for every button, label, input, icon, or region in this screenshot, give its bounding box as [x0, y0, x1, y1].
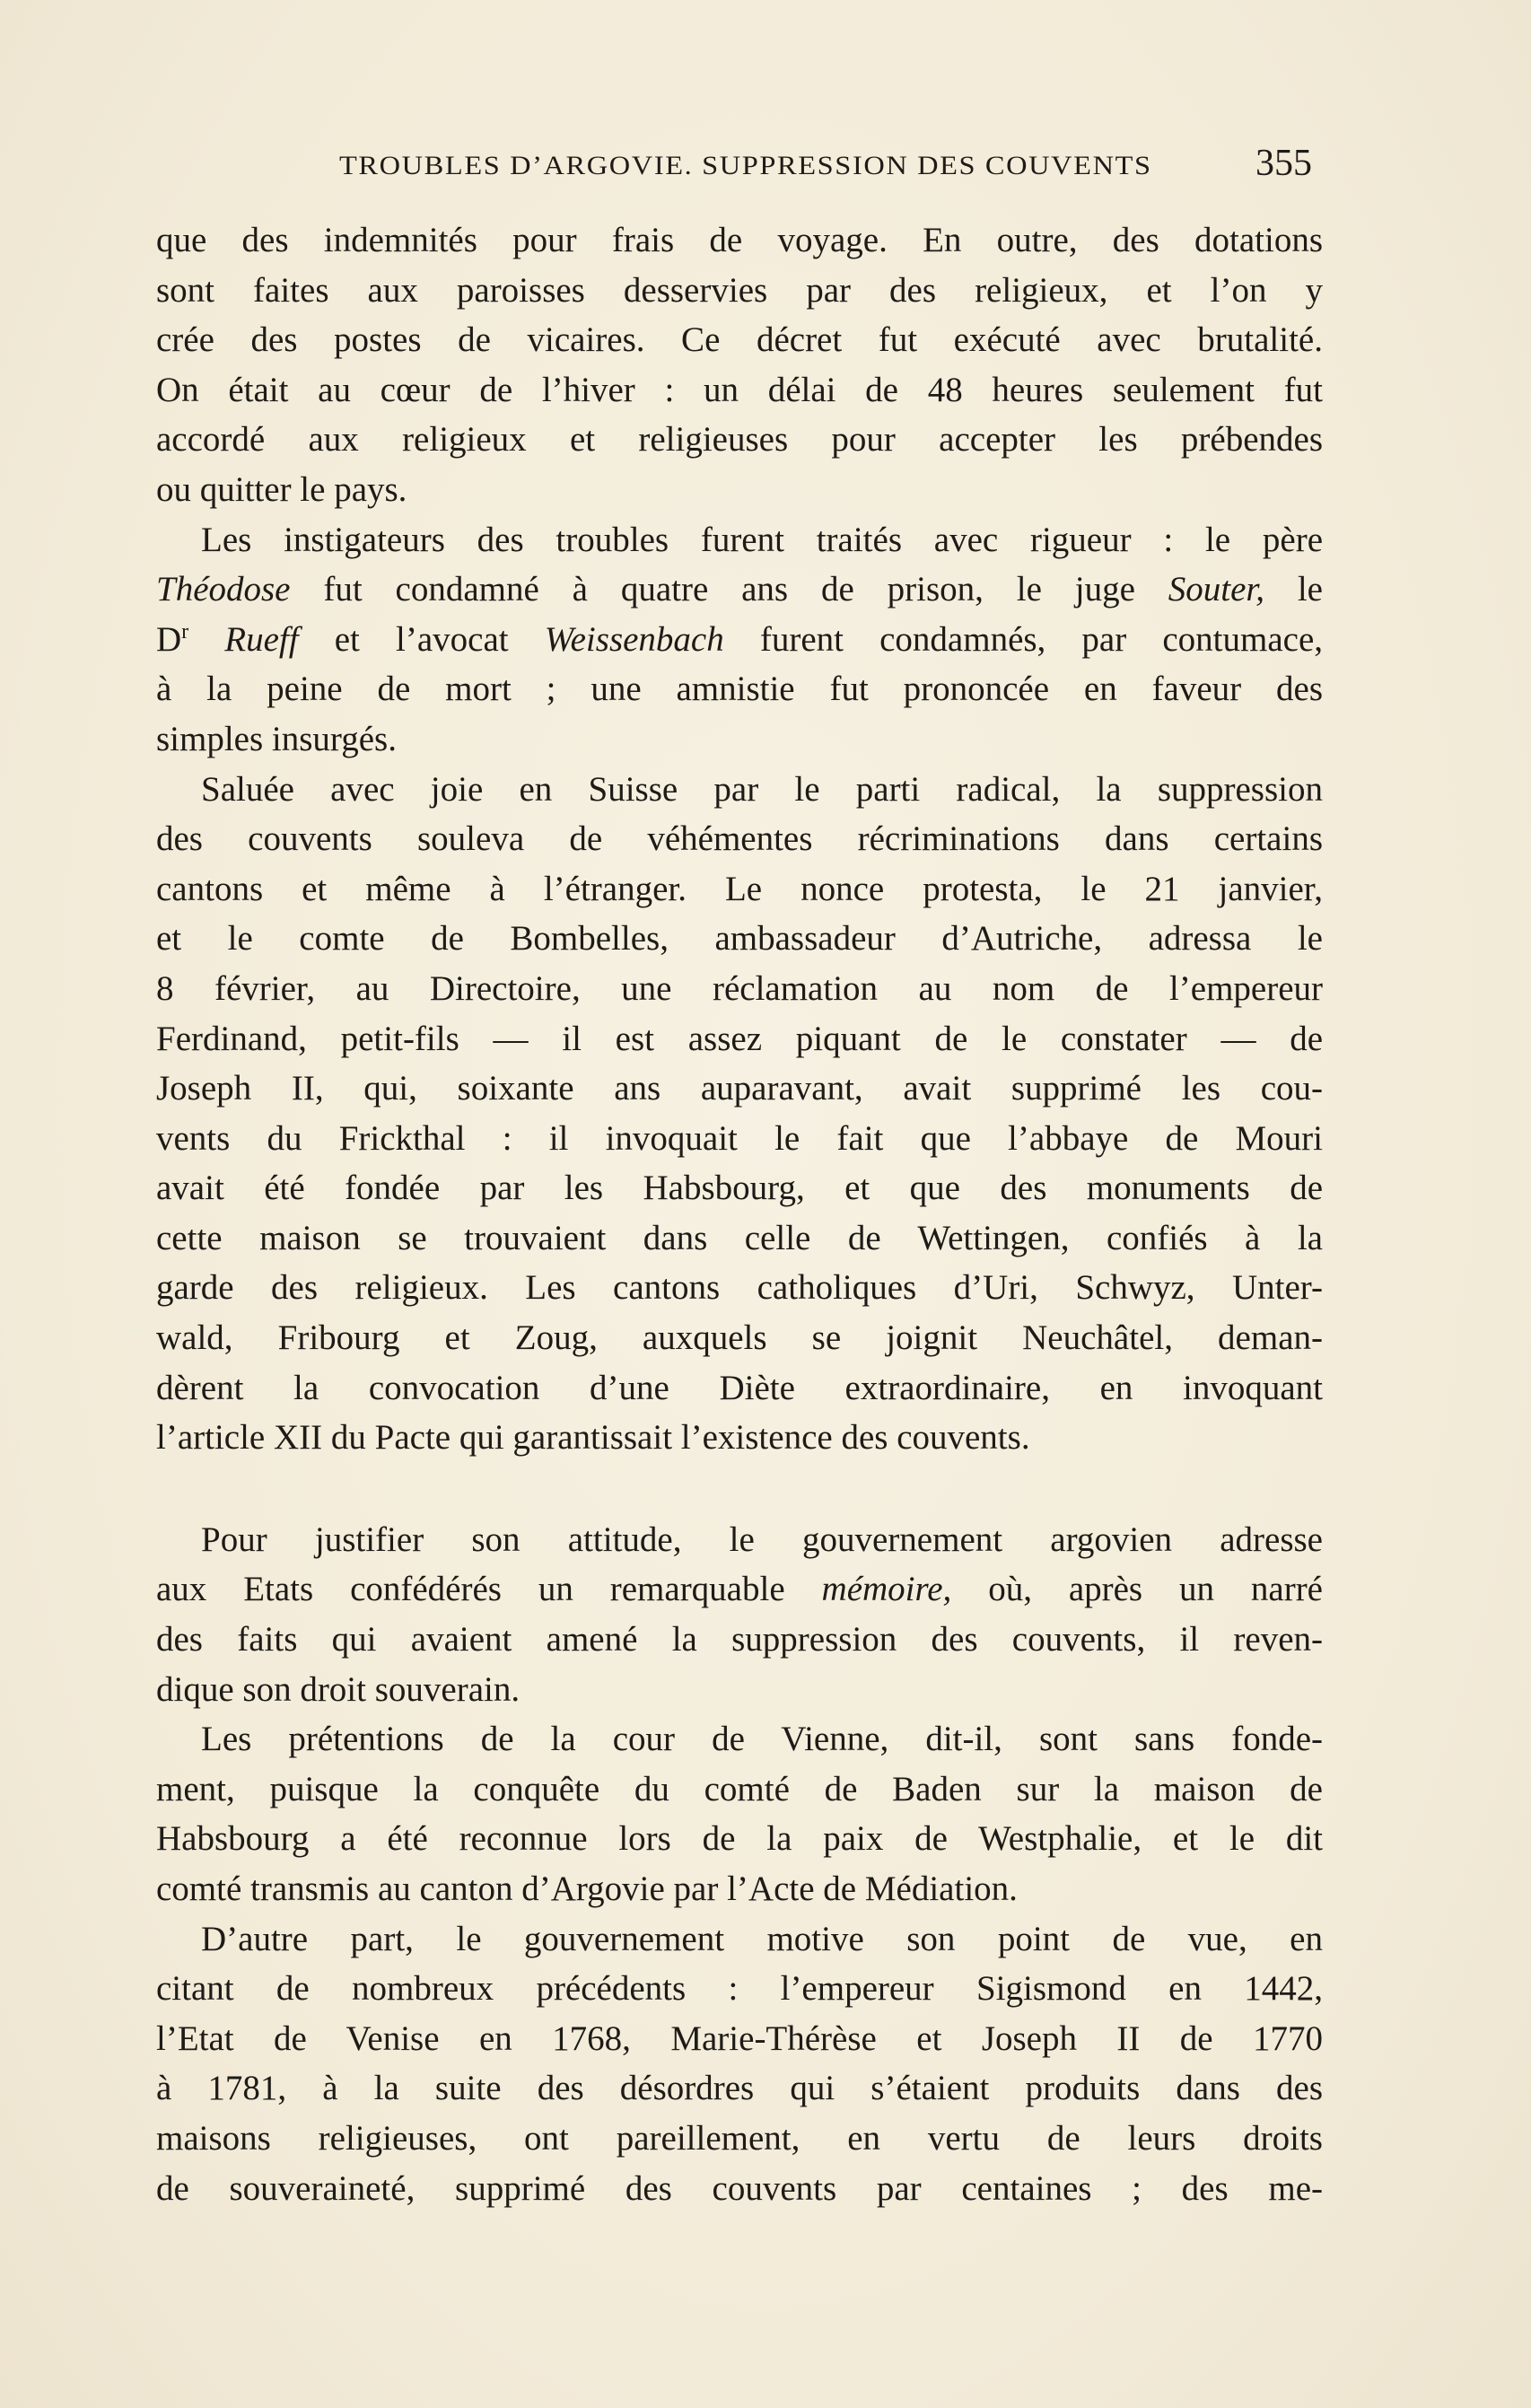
text-line: avait été fondée par les Habsbourg, et que des monuments de: [156, 1169, 1323, 1208]
paragraph: [156, 1714, 1323, 1913]
body-text: [156, 215, 1323, 2213]
text-line: sont faites aux paroisses desservies par des religieux, et l’on y: [156, 270, 1323, 310]
superscript: r: [181, 619, 189, 644]
text-line: à 1781, à la suite des désordres qui s’étaient produits dans des: [156, 2069, 1323, 2108]
text-line: Joseph II, qui, soixante ans auparavant, avait supprimé les cou-: [156, 1069, 1323, 1108]
paragraph: [156, 1515, 1323, 1714]
italic-name: Weissenbach: [544, 619, 724, 659]
text-line: comté transmis au canton d’Argovie par l’Acte de Médiation.: [156, 1869, 1018, 1908]
text-line: 8 février, au Directoire, une réclamation au nom de l’empereur: [156, 968, 1323, 1008]
text-span: et l’avocat: [298, 619, 545, 659]
text-span: fut condamné à quatre ans de prison, le juge: [290, 570, 1168, 609]
paragraph: [156, 215, 1323, 515]
text-line: ou quitter le pays.: [156, 469, 407, 509]
running-title: TROUBLES D’ARGOVIE. SUPPRESSION DES COUVENTS: [339, 151, 1152, 180]
text-line: wald, Fribourg et Zoug, auxquels se joignit Neuchâtel, deman-: [156, 1318, 1323, 1358]
text-line: que des indemnités pour frais de voyage. En outre, des dotations: [156, 221, 1323, 259]
italic-name: Souter,: [1168, 570, 1264, 609]
text-line: Saluée avec joie en Suisse par le parti radical, la suppression: [201, 769, 1323, 809]
text-line: accordé aux religieux et religieuses pour accepter les prébendes: [156, 420, 1323, 460]
text-line: à la peine de mort ; une amnistie fut prononcée en faveur des: [156, 670, 1323, 709]
page-header: [154, 142, 1312, 196]
text-line: de souveraineté, supprimé des couvents par centaines ; des me-: [156, 2168, 1323, 2208]
text-line: Ferdinand, petit-fils — il est assez piquant de le constater — de: [156, 1019, 1323, 1058]
text-line: des faits qui avaient amené la suppression des couvents, il reven-: [156, 1620, 1323, 1659]
text-line: On était au cœur de l’hiver : un délai de 48 heures seulement fut: [156, 370, 1323, 409]
text-line: maisons religieuses, ont pareillement, en vertu de leurs droits: [156, 2118, 1323, 2158]
text-line: [156, 565, 1323, 615]
paragraph: [156, 765, 1323, 1463]
text-line: l’Etat de Venise en 1768, Marie-Thérèse et Joseph II de 1770: [156, 2018, 1323, 2058]
section-gap: [156, 1463, 1323, 1515]
text-line: et le comte de Bombelles, ambassadeur d’Autriche, adressa le: [156, 919, 1323, 959]
page-number: 355: [1255, 143, 1312, 184]
text-span: le: [1264, 570, 1323, 609]
italic-name: Rueff: [224, 619, 299, 659]
text-line: l’article XII du Pacte qui garantissait l’existence des couvents.: [156, 1418, 1030, 1458]
text-line: [156, 1564, 1323, 1615]
text-line: Les prétentions de la cour de Vienne, dit-il, sont sans fonde-: [201, 1720, 1323, 1759]
italic-name: Théodose: [156, 570, 291, 609]
paragraph: [156, 1914, 1323, 2214]
text-span: D: [156, 619, 182, 659]
text-span: furent condamnés, par contumace,: [723, 619, 1324, 659]
text-line: cette maison se trouvaient dans celle de Wettingen, confiés à la: [156, 1218, 1323, 1257]
text-span: où, après un narré: [951, 1570, 1323, 1609]
text-line: des couvents souleva de véhémentes récriminations dans certains: [156, 819, 1323, 859]
text-line: cantons et même à l’étranger. Le nonce protesta, le 21 janvier,: [156, 869, 1323, 908]
text-line: vents du Frickthal : il invoquait le fait que l’abbaye de Mouri: [156, 1118, 1323, 1158]
text-line: D’autre part, le gouvernement motive son point de vue, en: [201, 1919, 1323, 1958]
paragraph: [156, 515, 1323, 765]
text-line: simples insurgés.: [156, 719, 397, 758]
text-line: dèrent la convocation d’une Diète extraordinaire, en invoquant: [156, 1368, 1323, 1407]
text-line: ment, puisque la conquête du comté de Baden sur la maison de: [156, 1769, 1323, 1808]
text-line: dique son droit souverain.: [156, 1669, 521, 1709]
text-line: garde des religieux. Les cantons catholiques d’Uri, Schwyz, Unter-: [156, 1268, 1323, 1308]
text-line: citant de nombreux précédents : l’empereur Sigismond en 1442,: [156, 1969, 1323, 2009]
text-line: Pour justifier son attitude, le gouvernement argovien adresse: [201, 1519, 1323, 1559]
text-line: crée des postes de vicaires. Ce décret fut exécuté avec brutalité.: [156, 320, 1323, 360]
text-span: aux Etats confédérés un remarquable: [156, 1570, 822, 1609]
text-line: Les instigateurs des troubles furent traités avec rigueur : le père: [201, 520, 1323, 559]
text-line: [156, 615, 1323, 665]
italic-word: mémoire,: [821, 1570, 952, 1609]
text-line: Habsbourg a été reconnue lors de la paix de Westphalie, et le dit: [156, 1819, 1323, 1859]
